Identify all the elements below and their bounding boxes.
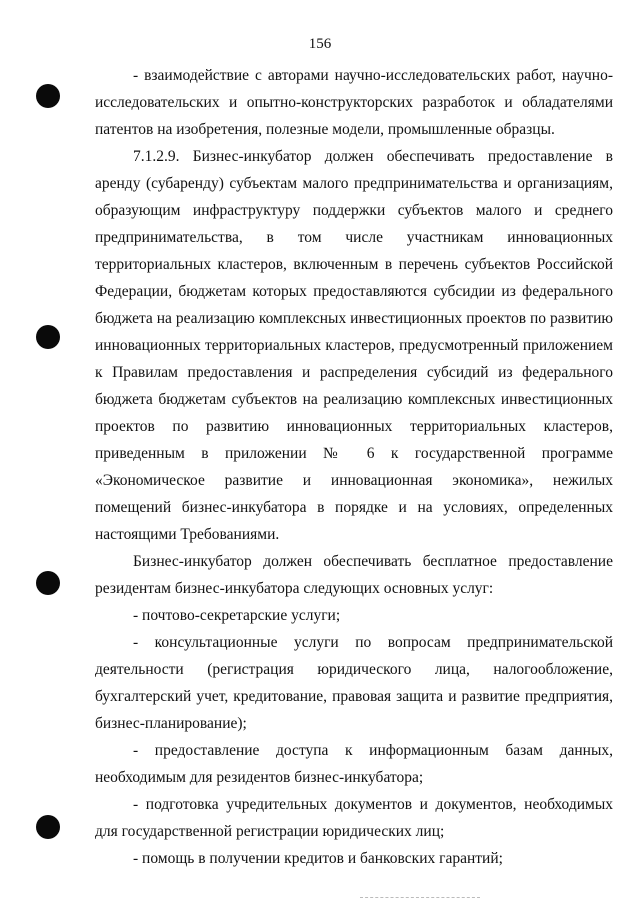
- list-item-database-access: - предоставление доступа к информационным базам данных, необходимым для резидентов бизнес-инкубатора;: [95, 742, 613, 786]
- binder-hole-2: [36, 325, 60, 349]
- binder-hole-4: [36, 815, 60, 839]
- list-item-credit-help: - помощь в получении кредитов и банковских гарантий;: [133, 850, 503, 867]
- paragraph-interaction: - взаимодействие с авторами научно-исследовательских работ, научно-исследовательских и опытно-конструкторских разработок и обладателями патентов на изобретения, полезные модели, промышленные образцы.: [95, 67, 613, 138]
- paragraph-free-services: Бизнес-инкубатор должен обеспечивать бесплатное предоставление резидентам бизнес-инкубатора следующих основных услуг:: [95, 553, 613, 597]
- list-item-documents: - подготовка учредительных документов и документов, необходимых для государственной регистрации юридических лиц;: [95, 796, 613, 840]
- list-item-postal: - почтово-секретарские услуги;: [133, 607, 341, 624]
- scan-artifact-line: [360, 897, 480, 899]
- page-number: 156: [308, 36, 332, 52]
- paragraph-7-1-2-9: 7.1.2.9. Бизнес-инкубатор должен обеспечивать предоставление в аренду (субаренду) субъектам малого предпринимательства и организациям, образующим инфраструктуру поддержки субъектов малого и среднего предпринимательства, в том числе участникам инновационных территориальных кластеров, включенным в перечень субъектов Российской Федерации, бюджетам которых предоставляются субсидии из федерального бюджета на реализацию комплексных инвестиционных проектов по развитию инновационных территориальных кластеров, предусмотренный приложением к Правилам предоставления и распределения субсидий из федерального бюджета бюджетам субъектов на реализацию комплексных инвестиционных проектов по развитию инновационных территориальных кластеров, приведенным в приложении № 6 к государственной программе «Экономическое развитие и инновационная экономика», нежилых помещений бизнес-инкубатора в порядке и на условиях, определенных настоящими Требованиями.: [95, 148, 613, 543]
- binder-hole-1: [36, 84, 60, 108]
- list-item-consulting: - консультационные услуги по вопросам предпринимательской деятельности (регистрация юридического лица, налогообложение, бухгалтерский учет, кредитование, правовая защита и развитие предприятия, бизнес-планирование);: [95, 634, 613, 732]
- binder-hole-3: [36, 571, 60, 595]
- document-body: [95, 62, 613, 872]
